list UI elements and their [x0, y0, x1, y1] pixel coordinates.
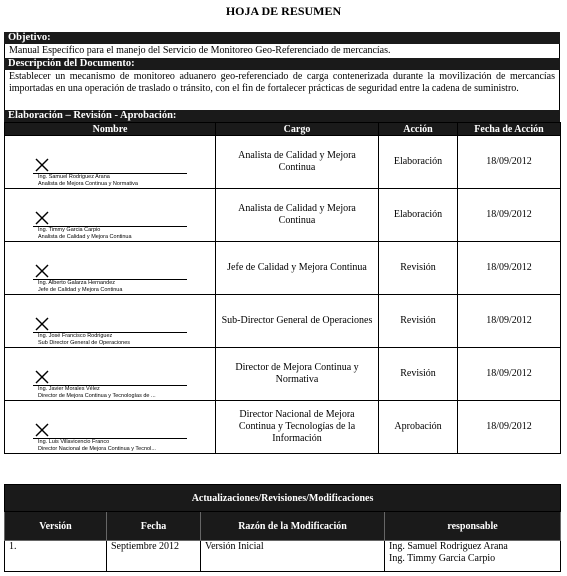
page-title: HOJA DE RESUMEN [225, 4, 342, 18]
table-row [5, 295, 561, 348]
signature-cell [5, 295, 216, 348]
signer-name: Ing. Alberto Galarza Hernandez Jefe de Calidad y Mejora Continua [38, 280, 123, 293]
signer-name: Ing. Samuel Rodriguez Arana Analista de Mejora Continua y Normativa [38, 174, 138, 187]
signer-name: Ing. Javier Morales Vélez Director de Mejora Continua y Tecnologías de ... [38, 386, 156, 399]
column-header-razon: Razón de la Modificación [201, 512, 385, 541]
table-row [5, 189, 561, 242]
cargo-cell: Director de Mejora Continua y Normativa [216, 348, 379, 401]
updates-table [4, 484, 561, 572]
cargo-cell: Analista de Calidad y Mejora Continua [216, 189, 379, 242]
column-header-version: Versión [5, 512, 107, 541]
table-row [5, 136, 561, 189]
accion-cell: Revisión [379, 295, 458, 348]
column-header-fecha: Fecha de Acción [458, 123, 561, 136]
signature-x-mark [35, 370, 49, 384]
column-header-cargo: Cargo [216, 123, 379, 136]
elaboracion-label: Elaboración – Revisión - Aprobación: [4, 110, 560, 122]
column-header-nombre: Nombre [5, 123, 216, 136]
accion-cell: Elaboración [379, 136, 458, 189]
objetivo-label: Objetivo: [4, 32, 560, 44]
approval-table [4, 122, 561, 454]
accion-cell: Revisión [379, 242, 458, 295]
signature-cell [5, 242, 216, 295]
fecha-accion-cell: 18/09/2012 [458, 295, 561, 348]
version-cell: 1. [5, 541, 107, 572]
signature-cell [5, 189, 216, 242]
accion-cell: Aprobación [379, 401, 458, 454]
signature-cell [5, 348, 216, 401]
signature-cell [5, 401, 216, 454]
cargo-cell: Sub-Director General de Operaciones [216, 295, 379, 348]
responsable-2: Ing. Timmy Garcia Carpio [389, 553, 496, 564]
signature-x-mark [35, 211, 49, 225]
signature-x-mark [35, 423, 49, 437]
column-header-responsable: responsable [385, 512, 561, 541]
accion-cell: Elaboración [379, 189, 458, 242]
signature-x-mark [35, 317, 49, 331]
fecha-accion-cell: 18/09/2012 [458, 189, 561, 242]
accion-cell: Revisión [379, 348, 458, 401]
cargo-cell: Jefe de Calidad y Mejora Continua [216, 242, 379, 295]
table-row [5, 242, 561, 295]
table-row [5, 348, 561, 401]
fecha-accion-cell: 18/09/2012 [458, 242, 561, 295]
signature-x-mark [35, 158, 49, 172]
razon-cell: Versión Inicial [201, 541, 385, 572]
signature-x-mark [35, 264, 49, 278]
cargo-cell: Director Nacional de Mejora Continua y Tecnologías de la Información [216, 401, 379, 454]
column-header-accion: Acción [379, 123, 458, 136]
descripcion-label: Descripción del Documento: [4, 58, 560, 70]
signer-name: Ing. Timmy Garcia Carpio Analista de Calidad y Mejora Continua [38, 227, 132, 240]
table-row [5, 401, 561, 454]
signature-cell [5, 136, 216, 189]
column-header-fecha-mod: Fecha [107, 512, 201, 541]
fecha-accion-cell: 18/09/2012 [458, 136, 561, 189]
cargo-cell: Analista de Calidad y Mejora Continua [216, 136, 379, 189]
objetivo-text: Manual Específico para el manejo del Servicio de Monitoreo Geo-Referenciado de mercancías. [4, 44, 560, 58]
descripcion-text: Establecer un mecanismo de monitoreo aduanero geo-referenciado de carga contenerizada durante la movilización de mercancías importadas en una operación de traslado o tránsito, con el fin de fortalecer prácticas de seguridad entre la cadena de suministro. [4, 70, 560, 110]
signer-name: Ing. José Francisco Rodriguez Sub Director General de Operaciones [38, 333, 131, 346]
fecha-accion-cell: 18/09/2012 [458, 348, 561, 401]
updates-title: Actualizaciones/Revisiones/Modificaciones [5, 485, 561, 512]
fecha-cell: Septiembre 2012 [107, 541, 201, 572]
signer-name: Ing. Luis Villavicencio Franco Director Nacional de Mejora Continua y Tecnol... [38, 439, 156, 452]
fecha-accion-cell: 18/09/2012 [458, 401, 561, 454]
responsable-1: Ing. Samuel Rodriguez Arana [389, 541, 508, 552]
responsable-cell [385, 541, 561, 572]
table-row [5, 541, 561, 572]
